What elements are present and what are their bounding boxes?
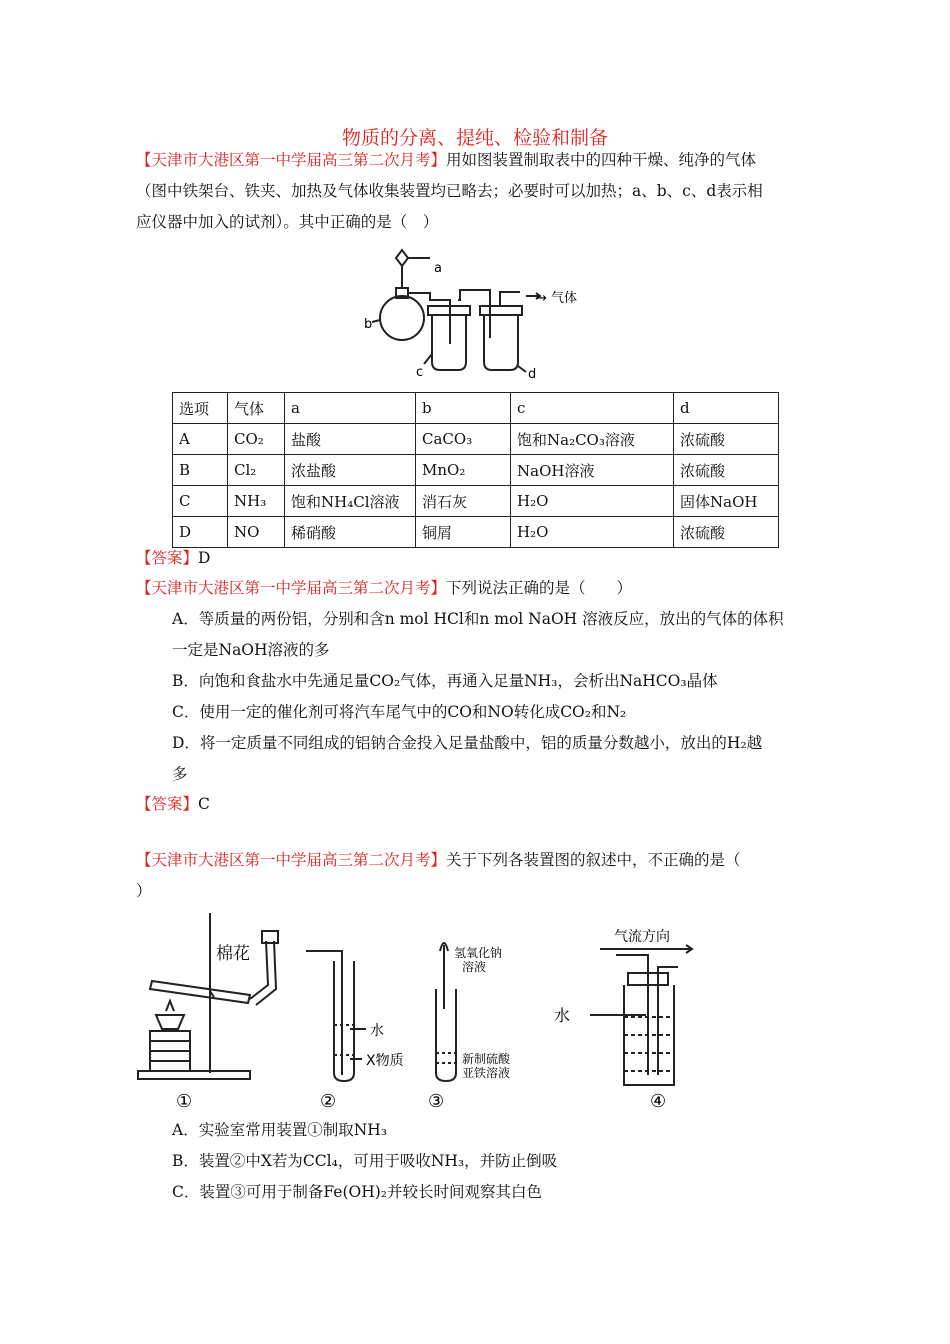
cell: 固体NaOH — [674, 486, 779, 517]
cell: NO — [228, 517, 285, 548]
q3-label-cotton: 棉花 — [216, 944, 250, 964]
q3-label-naoh-1: 氢氧化钠 — [454, 946, 503, 960]
q2-option-b: B．向饱和食盐水中先通足量CO₂气体，再通入足量NH₃，会析出NaHCO₃晶体 — [172, 672, 718, 690]
q1-label-d: d — [528, 367, 537, 380]
q1-apparatus-figure — [360, 244, 590, 380]
cell: 浓硫酸 — [674, 517, 779, 548]
q1-answer-value: D — [198, 549, 211, 567]
q2-option-a — [172, 604, 816, 666]
cell: H₂O — [511, 517, 674, 548]
cell: C — [173, 486, 228, 517]
q3-option-a: A．实验室常用装置①制取NH₃ — [172, 1121, 387, 1139]
cell: 浓盐酸 — [285, 455, 416, 486]
cell: 盐酸 — [285, 424, 416, 455]
cell: B — [173, 455, 228, 486]
q3-label-feso4-2: 亚铁溶液 — [462, 1066, 511, 1080]
q2-option-a-line1: A．等质量的两份铝，分别和含n mol HCl和n mol NaOH 溶液反应，放出的气体的体积 — [172, 610, 784, 628]
q3-option-b: B．装置②中X若为CCl₄，可用于吸收NH₃，并防止倒吸 — [172, 1152, 558, 1170]
cell: H₂O — [511, 486, 674, 517]
q1-stem-line1: 用如图装置制取表中的四种干燥、纯净的气体 — [446, 151, 757, 169]
cell: NH₃ — [228, 486, 285, 517]
q2-option-d-line1: D．将一定质量不同组成的铝钠合金投入足量盐酸中，铝的质量分数越小，放出的H₂越 — [172, 734, 763, 752]
q1-source: 【天津市大港区第一中学届高三第二次月考】 — [136, 151, 447, 169]
page-title: 物质的分离、提纯、检验和制备 — [341, 127, 608, 149]
q2-answer-value: C — [198, 795, 210, 813]
th-c: c — [511, 393, 674, 424]
cell: Cl₂ — [228, 455, 285, 486]
cell: CaCO₃ — [416, 424, 511, 455]
cell: D — [173, 517, 228, 548]
q2-option-a-line2: 一定是NaOH溶液的多 — [172, 641, 330, 659]
q1-stem-line3: 应仪器中加入的试剂）。其中正确的是（ ） — [136, 213, 439, 231]
q1-answer-tag: 【答案】 — [136, 549, 199, 567]
q3-stem-line2: ） — [136, 882, 152, 900]
q1-label-gas: → 气体 — [536, 291, 578, 306]
q3-label-feso4-1: 新制硫酸 — [462, 1052, 511, 1066]
th-d: d — [674, 393, 779, 424]
q3-number-4: ④ — [650, 1091, 667, 1112]
q1-stem-line2: （图中铁架台、铁夹、加热及气体收集装置均已略去；必要时可以加热；a、b、c、d表示相 — [136, 182, 763, 200]
q2-option-d — [172, 728, 816, 790]
cell: 稀硝酸 — [285, 517, 416, 548]
table-row — [173, 486, 779, 517]
cell: 浓硫酸 — [674, 455, 779, 486]
q3-number-1: ① — [176, 1091, 193, 1112]
q1-label-b: b — [364, 317, 373, 332]
q3-label-water-2: 水 — [370, 1023, 384, 1039]
q1-answer — [136, 543, 816, 574]
cell: 消石灰 — [416, 486, 511, 517]
q2-stem-text: 下列说法正确的是（ ） — [446, 579, 633, 597]
cell: NaOH溶液 — [511, 455, 674, 486]
q2-option-d-line2: 多 — [172, 765, 188, 783]
q3-stem-line1: 关于下列各装置图的叙述中，不正确的是（ — [446, 851, 741, 869]
q2-source: 【天津市大港区第一中学届高三第二次月考】 — [136, 579, 447, 597]
q3-number-3: ③ — [428, 1091, 445, 1112]
q1-label-c: c — [416, 365, 424, 380]
q3-apparatus-figure — [130, 905, 720, 1117]
th-b: b — [416, 393, 511, 424]
cell: CO₂ — [228, 424, 285, 455]
q2-option-c: C．使用一定的催化剂可将汽车尾气中的CO和NO转化成CO₂和N₂ — [172, 703, 627, 721]
cell: MnO₂ — [416, 455, 511, 486]
th-gas: 气体 — [228, 393, 285, 424]
table-header-row — [173, 393, 779, 424]
cell: A — [173, 424, 228, 455]
table-row — [173, 455, 779, 486]
q2-answer-tag: 【答案】 — [136, 795, 199, 813]
cell: 浓硫酸 — [674, 424, 779, 455]
q1-stem — [136, 145, 816, 238]
q3-label-flow: 气流方向 — [614, 929, 670, 945]
q3-option-c: C．装置③可用于制备Fe(OH)₂并较长时间观察其白色 — [172, 1183, 542, 1201]
q3-label-water-4: 水 — [554, 1006, 571, 1025]
q2-stem — [136, 573, 816, 604]
q2-answer — [136, 789, 816, 820]
q3-stem — [136, 845, 816, 907]
q3-source: 【天津市大港区第一中学届高三第二次月考】 — [136, 851, 447, 869]
q3-number-2: ② — [320, 1091, 337, 1112]
th-a: a — [285, 393, 416, 424]
cell: 铜屑 — [416, 517, 511, 548]
table-row — [173, 424, 779, 455]
q3-label-naoh-2: 溶液 — [462, 960, 487, 974]
q1-options-table — [172, 392, 779, 548]
q3-label-x-substance: X物质 — [366, 1053, 404, 1069]
cell: 饱和Na₂CO₃溶液 — [511, 424, 674, 455]
q1-label-a: a — [434, 261, 442, 276]
cell: 饱和NH₄Cl溶液 — [285, 486, 416, 517]
th-option: 选项 — [173, 393, 228, 424]
